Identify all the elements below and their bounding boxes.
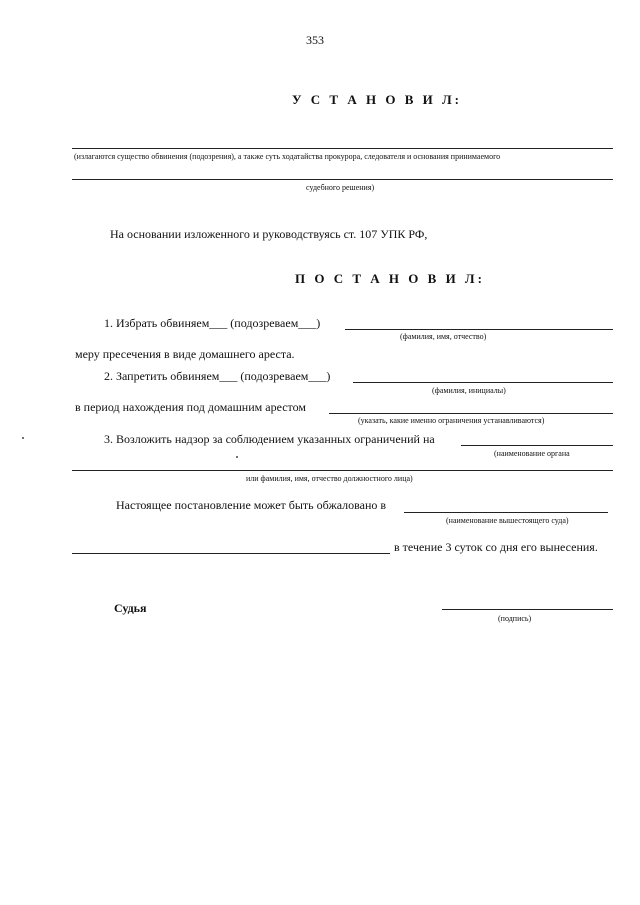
margin-speck — [22, 437, 24, 439]
item2-continuation: в период нахождения под домашним арестом — [75, 400, 306, 414]
appeal-line — [404, 512, 608, 513]
heading-resolved: П О С Т А Н О В И Л: — [295, 271, 485, 286]
item3-note1: (наименование органа — [494, 449, 570, 458]
item1-continuation: меру пресечения в виде домашнего ареста. — [75, 347, 295, 361]
item3-note2: или фамилия, имя, отчество должностного лица) — [246, 474, 413, 483]
item1-note: (фамилия, имя, отчество) — [400, 332, 487, 341]
judge-label: Судья — [114, 601, 147, 615]
established-note-line1: (излагаются существо обвинения (подозрения), а также суть ходатайства прокурора, следователя и основания принимаемого — [74, 152, 501, 161]
appeal-note: (наименование вышестоящего суда) — [446, 516, 569, 525]
established-note-line2: судебного решения) — [306, 183, 375, 192]
item3-line-2 — [72, 470, 613, 471]
item3-line — [461, 445, 613, 446]
item2-cont-line — [329, 413, 613, 414]
appeal-term: в течение 3 суток со дня его вынесения. — [394, 540, 598, 554]
page-number: 353 — [306, 33, 324, 47]
item2-note: (фамилия, инициалы) — [432, 386, 506, 395]
appeal-court-line — [72, 553, 390, 554]
item2-text: 2. Запретить обвиняем___ (подозреваем___) — [104, 369, 331, 383]
signature-note: (подпись) — [498, 614, 532, 623]
heading-established: У С Т А Н О В И Л: — [292, 92, 463, 107]
item2-line — [353, 382, 613, 383]
item3-text: 3. Возложить надзор за соблюдением указанных ограничений на — [104, 432, 435, 446]
item1-text: 1. Избрать обвиняем___ (подозреваем___) — [104, 316, 321, 330]
basis-text: На основании изложенного и руководствуясь ст. 107 УПК РФ, — [110, 227, 428, 241]
item1-line — [345, 329, 613, 330]
signature-line — [442, 609, 613, 610]
appeal-text: Настоящее постановление может быть обжаловано в — [116, 498, 387, 512]
established-line-2 — [72, 179, 613, 180]
scan-speck — [236, 456, 238, 458]
item2-cont-note: (указать, какие именно ограничения устанавливаются) — [358, 416, 545, 425]
established-line-1 — [72, 148, 613, 149]
